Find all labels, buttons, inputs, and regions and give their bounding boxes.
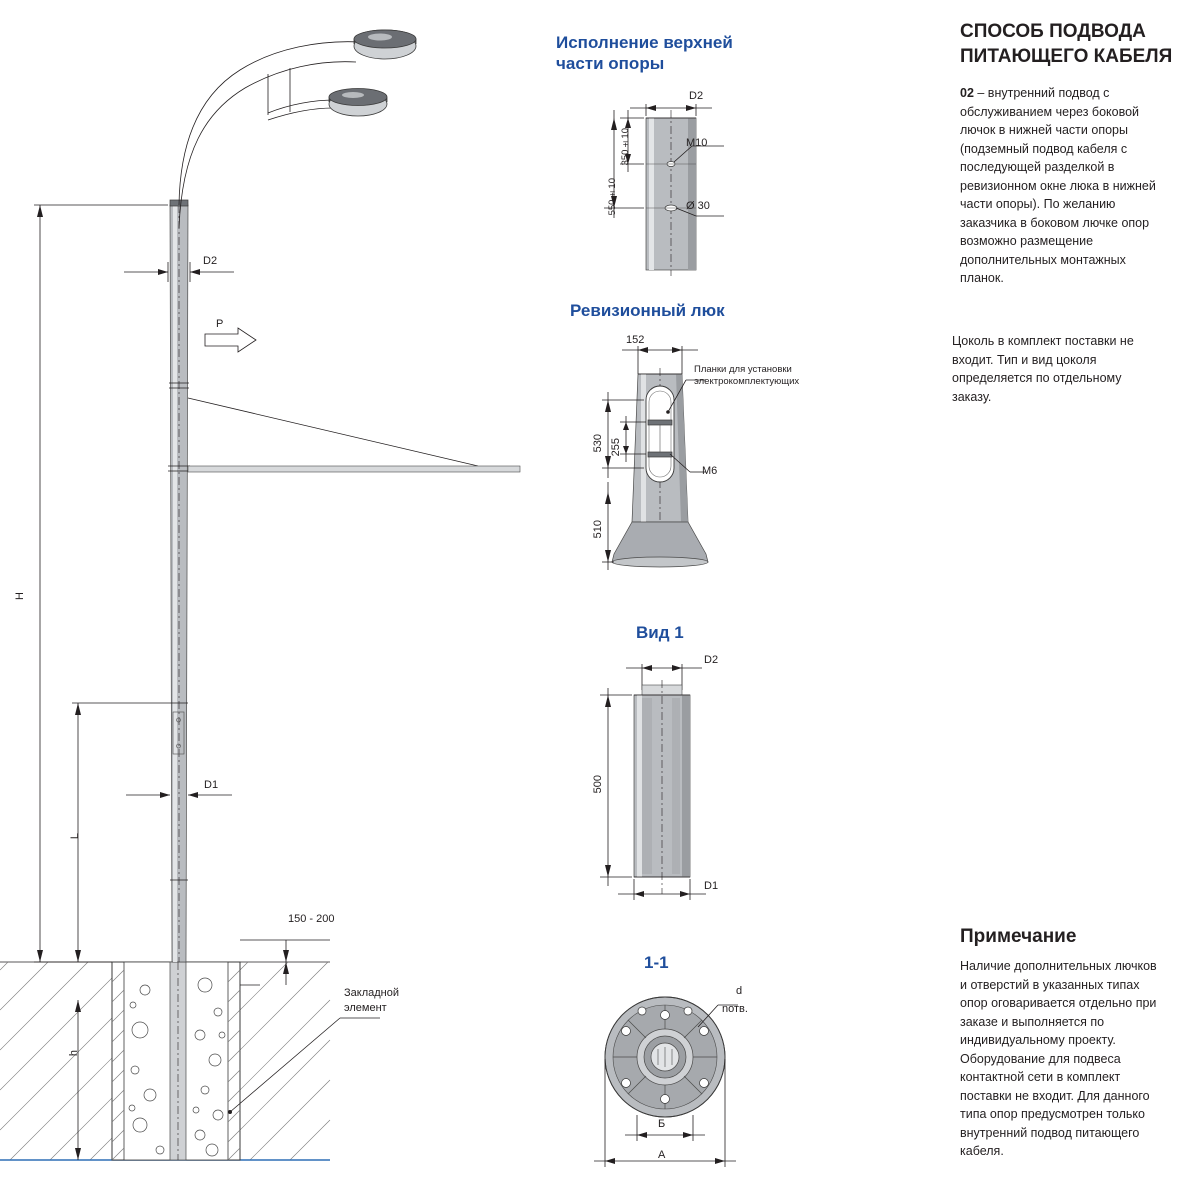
label-d2-main: D2 bbox=[203, 255, 218, 267]
label-top-m10: M10 bbox=[686, 137, 708, 149]
label-top-d30: Ø 30 bbox=[686, 200, 710, 212]
dim-h bbox=[34, 205, 168, 962]
label-hatch-plates-2: электрокомплектующих bbox=[694, 376, 800, 387]
label-section11-d: d bbox=[736, 985, 743, 997]
cable-feed-code: 02 bbox=[960, 86, 974, 100]
label-p-force: P bbox=[216, 318, 224, 330]
label-h-depth: h bbox=[68, 1050, 80, 1057]
note-paragraph: Наличие дополнительных лючков и отверстий в указанных типах опор оговаривается отдельно при заказе и выполняется по индивидуальному проекту. Оборудование для подвеса контактной сети в комплект поставки не входит. Для данного типа опор предусмотрен только внутренний подвод питающего кабеля. bbox=[960, 959, 1157, 1158]
label-hatch-152: 152 bbox=[626, 334, 645, 346]
cable-feed-body: – внутренний подвод с обслуживанием через боковой лючок в нижней части опоры (подземный подвод кабеля с последующей разделкой в ревизионном окне люка в нижней части опоры). По желанию заказчика в боковом лючке опор возможно размещение дополнительных монтажных планок. bbox=[960, 86, 1156, 285]
label-embedded-element-2: элемент bbox=[344, 1002, 387, 1014]
cable-feed-paragraph-2: Цоколь в комплект поставки не входит. Тип и вид цоколя определяется по отдельному заказу. bbox=[952, 334, 1134, 404]
label-hatch-255: 255 bbox=[610, 438, 622, 457]
note-title: Примечание bbox=[960, 926, 1077, 947]
cantilever-plate bbox=[188, 398, 520, 472]
label-top-350: 350±10 bbox=[620, 128, 631, 166]
cable-feed-title-line1: СПОСОБ ПОДВОДА bbox=[960, 21, 1146, 42]
cable-feed-paragraph-1 bbox=[960, 84, 1168, 288]
main-pole-drawing bbox=[0, 0, 540, 1200]
label-view1-d1: D1 bbox=[704, 880, 719, 892]
label-hatch-530: 530 bbox=[592, 434, 604, 453]
label-ground-gap: 150 - 200 bbox=[288, 913, 335, 925]
label-hatch-510: 510 bbox=[592, 520, 604, 539]
label-hatch-m6: M6 bbox=[702, 465, 718, 477]
label-embedded-element-1: Закладной bbox=[344, 987, 399, 999]
label-section11-n-otv: nотв. bbox=[722, 1003, 748, 1015]
section-title-view1: Вид 1 bbox=[636, 623, 684, 642]
dim-l bbox=[72, 703, 170, 962]
label-top-d2: D2 bbox=[689, 90, 704, 102]
label-view1-500: 500 bbox=[592, 775, 604, 794]
label-section11-b: Б bbox=[658, 1118, 666, 1130]
cable-feed-title bbox=[960, 20, 1190, 69]
section11-drawing bbox=[570, 975, 800, 1185]
label-h-total: H bbox=[14, 592, 26, 600]
label-hatch-plates-1: Планки для установки bbox=[694, 364, 792, 375]
section-title-top-part bbox=[556, 32, 856, 75]
label-view1-d2: D2 bbox=[704, 654, 719, 666]
label-l-length: L bbox=[69, 833, 81, 840]
pole-shaft bbox=[168, 200, 190, 962]
concrete-foundation bbox=[112, 962, 240, 1160]
top-part-drawing bbox=[556, 90, 886, 280]
label-d1-main: D1 bbox=[204, 779, 219, 791]
label-top-550: 550±10 bbox=[607, 178, 618, 216]
section-title-hatch: Ревизионный люк bbox=[570, 301, 725, 320]
luminaire-bracket bbox=[179, 30, 416, 228]
top-part-title-line2: части опоры bbox=[556, 54, 665, 74]
top-part-title-line1: Исполнение верхней bbox=[556, 33, 733, 52]
section-title-1-1: 1-1 bbox=[644, 953, 669, 972]
force-arrow-p bbox=[205, 328, 256, 352]
label-section11-a: A bbox=[658, 1149, 666, 1161]
cable-feed-title-line2: ПИТАЮЩЕГО КАБЕЛЯ bbox=[960, 45, 1173, 67]
